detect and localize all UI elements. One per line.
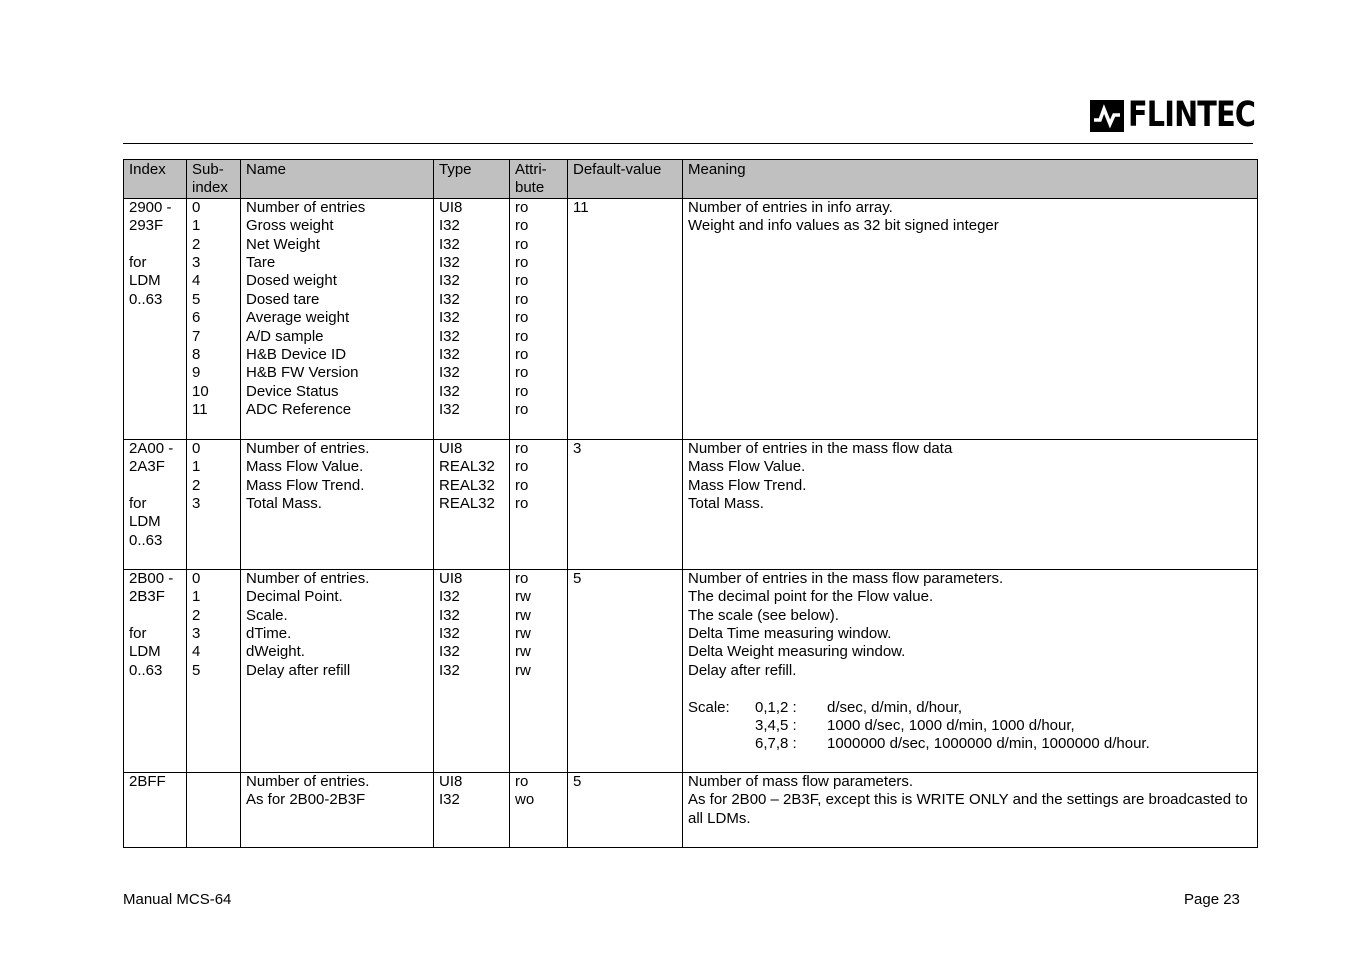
- scale-row: [688, 717, 1253, 735]
- column-header-index: Index: [124, 160, 187, 199]
- type-line: UI8: [439, 198, 463, 216]
- type-line: I32: [439, 791, 460, 809]
- default-value-cell: [568, 772, 683, 847]
- attribute-line: ro: [515, 346, 529, 364]
- scale-description: 1000000 d/sec, 1000000 d/min, 1000000 d/hour.: [827, 735, 1150, 753]
- subindex-line: 10: [192, 382, 209, 400]
- name-line: A/D sample: [246, 327, 324, 345]
- index-line: for: [129, 495, 147, 513]
- subindex-line: 1: [192, 458, 201, 476]
- subindex-line: 2: [192, 606, 201, 624]
- attribute-header-line-1: Attri-: [515, 161, 547, 178]
- subindex-line: 4: [192, 643, 201, 661]
- scale-row: [688, 735, 1253, 753]
- index-line: 2B00 -: [129, 569, 174, 587]
- subindex-line: 11: [192, 401, 208, 419]
- subindex-cell: [187, 772, 241, 847]
- name-line: H&B FW Version: [246, 364, 359, 382]
- scale-codes: 3,4,5 :: [755, 717, 797, 735]
- name-line: Delay after refill: [246, 661, 351, 679]
- meaning-cell: [683, 772, 1258, 847]
- type-line: I32: [439, 382, 460, 400]
- name-line: Mass Flow Value.: [246, 458, 364, 476]
- name-line: Number of entries.: [246, 772, 370, 790]
- name-line: Gross weight: [246, 217, 334, 235]
- column-header-meaning: Meaning: [683, 160, 1258, 199]
- type-line: I32: [439, 254, 460, 272]
- type-line: I32: [439, 401, 460, 419]
- attribute-line: ro: [515, 439, 529, 457]
- subindex-header-line-1: Sub-: [192, 161, 224, 178]
- attribute-line: rw: [515, 588, 531, 606]
- meaning-line: Number of mass flow parameters.: [688, 772, 914, 790]
- name-cell: [241, 772, 434, 847]
- spacer-line: [688, 680, 1253, 698]
- meaning-cell: [683, 569, 1258, 772]
- name-line: ADC Reference: [246, 401, 352, 419]
- attribute-header-line-2: bute: [515, 179, 545, 197]
- type-line: I32: [439, 606, 460, 624]
- subindex-header-line-2: index: [192, 179, 228, 197]
- flintec-logo: [1090, 97, 1258, 133]
- name-line: Dosed tare: [246, 290, 320, 308]
- subindex-line: 0: [192, 569, 201, 587]
- name-cell: [241, 569, 434, 772]
- subindex-line: 4: [192, 272, 201, 290]
- type-line: I32: [439, 272, 460, 290]
- meaning-line: Total Mass.: [688, 495, 764, 513]
- default-value-cell: [568, 198, 683, 439]
- subindex-line: 5: [192, 661, 201, 679]
- name-cell: [241, 439, 434, 569]
- name-line: Device Status: [246, 382, 339, 400]
- type-line: I32: [439, 346, 460, 364]
- attribute-line: ro: [515, 272, 529, 290]
- attribute-cell: [510, 569, 568, 772]
- header-rule: [123, 143, 1253, 144]
- footer-manual-name: Manual MCS-64: [123, 891, 232, 908]
- default-value-line: 3: [573, 439, 582, 457]
- subindex-cell: [187, 569, 241, 772]
- subindex-line: 7: [192, 327, 201, 345]
- attribute-line: rw: [515, 643, 531, 661]
- default-value-line: 11: [573, 198, 589, 216]
- default-value-cell: [568, 569, 683, 772]
- index-line: 293F: [129, 217, 164, 235]
- subindex-line: 5: [192, 290, 201, 308]
- index-line: 2BFF: [129, 772, 166, 790]
- type-line: I32: [439, 643, 460, 661]
- index-cell: [124, 198, 187, 439]
- type-line: I32: [439, 327, 460, 345]
- subindex-cell: [187, 198, 241, 439]
- index-cell: [124, 569, 187, 772]
- index-cell: [124, 772, 187, 847]
- attribute-line: ro: [515, 217, 529, 235]
- attribute-line: rw: [515, 661, 531, 679]
- attribute-cell: [510, 198, 568, 439]
- index-line: 0..63: [129, 531, 163, 549]
- type-cell: [434, 569, 510, 772]
- index-line: LDM: [129, 643, 161, 661]
- type-line: UI8: [439, 439, 463, 457]
- type-line: REAL32: [439, 458, 495, 476]
- meaning-line: The decimal point for the Flow value.: [688, 588, 934, 606]
- index-line: LDM: [129, 513, 161, 531]
- name-cell: [241, 198, 434, 439]
- meaning-line: As for 2B00 – 2B3F, except this is WRITE ONLY and the settings are broadcasted to all LDMs.: [688, 791, 1248, 827]
- name-line: Total Mass.: [246, 495, 322, 513]
- name-line: Tare: [246, 254, 276, 272]
- meaning-line: Mass Flow Value.: [688, 458, 806, 476]
- table-row: [124, 569, 1258, 772]
- meaning-line: Number of entries in the mass flow parameters.: [688, 569, 1004, 587]
- subindex-line: 0: [192, 439, 201, 457]
- column-header-name: Name: [241, 160, 434, 199]
- type-line: UI8: [439, 772, 463, 790]
- meaning-line: Weight and info values as 32 bit signed integer: [688, 217, 999, 235]
- subindex-line: 6: [192, 309, 201, 327]
- subindex-line: 2: [192, 476, 201, 494]
- scale-key: Scale:: [688, 698, 730, 716]
- name-line: Mass Flow Trend.: [246, 476, 365, 494]
- name-line: Net Weight: [246, 235, 320, 253]
- attribute-line: ro: [515, 290, 529, 308]
- attribute-line: ro: [515, 401, 529, 419]
- attribute-line: ro: [515, 569, 529, 587]
- index-line: for: [129, 625, 147, 643]
- scale-row: [688, 699, 1253, 717]
- flintec-wave-icon: [1090, 100, 1124, 132]
- subindex-line: 9: [192, 364, 201, 382]
- type-cell: [434, 772, 510, 847]
- meaning-cell: [683, 198, 1258, 439]
- attribute-line: wo: [515, 791, 535, 809]
- index-cell: [124, 439, 187, 569]
- default-value-cell: [568, 439, 683, 569]
- column-header-type: Type: [434, 160, 510, 199]
- default-value-line: 5: [573, 772, 582, 790]
- attribute-line: ro: [515, 235, 529, 253]
- index-line: 2A00 -: [129, 439, 174, 457]
- index-line: [129, 607, 182, 625]
- name-line: H&B Device ID: [246, 346, 347, 364]
- table-row: [124, 198, 1258, 439]
- meaning-line: Delta Time measuring window.: [688, 625, 892, 643]
- type-line: UI8: [439, 569, 463, 587]
- name-line: Number of entries: [246, 198, 366, 216]
- name-line: Dosed weight: [246, 272, 337, 290]
- attribute-line: rw: [515, 606, 531, 624]
- subindex-line: 0: [192, 198, 201, 216]
- name-line: Decimal Point.: [246, 588, 343, 606]
- type-line: REAL32: [439, 495, 495, 513]
- type-line: I32: [439, 217, 460, 235]
- index-line: LDM: [129, 272, 161, 290]
- type-line: I32: [439, 625, 460, 643]
- footer-page-number: Page 23: [1184, 891, 1240, 908]
- name-line: dTime.: [246, 625, 292, 643]
- type-line: I32: [439, 364, 460, 382]
- meaning-line: The scale (see below).: [688, 606, 839, 624]
- attribute-line: ro: [515, 382, 529, 400]
- subindex-line: 3: [192, 495, 201, 513]
- attribute-line: ro: [515, 364, 529, 382]
- type-line: I32: [439, 290, 460, 308]
- name-line: Average weight: [246, 309, 350, 327]
- attribute-cell: [510, 772, 568, 847]
- name-line: Number of entries.: [246, 569, 370, 587]
- name-line: Scale.: [246, 606, 288, 624]
- meaning-line: Number of entries in info array.: [688, 198, 893, 216]
- column-header-default: Default-value: [568, 160, 683, 199]
- attribute-line: ro: [515, 309, 529, 327]
- scale-codes: 6,7,8 :: [755, 735, 797, 753]
- attribute-line: ro: [515, 198, 529, 216]
- index-line: 2900 -: [129, 198, 172, 216]
- table-row: [124, 439, 1258, 569]
- column-header-attribute: [510, 160, 568, 199]
- type-cell: [434, 198, 510, 439]
- index-line: [129, 236, 182, 254]
- attribute-line: ro: [515, 458, 529, 476]
- index-line: [129, 477, 182, 495]
- type-cell: [434, 439, 510, 569]
- default-value-line: 5: [573, 569, 582, 587]
- object-dictionary-table: [123, 159, 1258, 848]
- column-header-subindex: [187, 160, 241, 199]
- meaning-line: Mass Flow Trend.: [688, 476, 807, 494]
- attribute-line: ro: [515, 327, 529, 345]
- meaning-line: Delay after refill.: [688, 661, 797, 679]
- type-line: I32: [439, 309, 460, 327]
- attribute-line: ro: [515, 476, 529, 494]
- attribute-line: ro: [515, 254, 529, 272]
- index-line: 0..63: [129, 661, 163, 679]
- attribute-line: ro: [515, 495, 529, 513]
- subindex-line: 2: [192, 235, 201, 253]
- meaning-line: Delta Weight measuring window.: [688, 643, 906, 661]
- scale-description: d/sec, d/min, d/hour,: [827, 698, 963, 716]
- subindex-line: 8: [192, 346, 201, 364]
- meaning-cell: [683, 439, 1258, 569]
- scale-codes: 0,1,2 :: [755, 698, 797, 716]
- index-line: 2B3F: [129, 588, 165, 606]
- attribute-line: ro: [515, 772, 529, 790]
- type-line: REAL32: [439, 476, 495, 494]
- logo-text: FLINTEC: [1128, 95, 1256, 135]
- attribute-cell: [510, 439, 568, 569]
- index-line: for: [129, 254, 147, 272]
- subindex-line: 3: [192, 625, 201, 643]
- index-line: 2A3F: [129, 458, 165, 476]
- scale-description: 1000 d/sec, 1000 d/min, 1000 d/hour,: [827, 717, 1075, 735]
- subindex-line: 1: [192, 588, 201, 606]
- type-line: I32: [439, 588, 460, 606]
- name-line: dWeight.: [246, 643, 305, 661]
- meaning-line: Number of entries in the mass flow data: [688, 439, 953, 457]
- type-line: I32: [439, 235, 460, 253]
- table-row: [124, 772, 1258, 847]
- name-line: Number of entries.: [246, 439, 370, 457]
- subindex-cell: [187, 439, 241, 569]
- subindex-line: 3: [192, 254, 201, 272]
- type-line: I32: [439, 661, 460, 679]
- index-line: 0..63: [129, 290, 163, 308]
- attribute-line: rw: [515, 625, 531, 643]
- subindex-line: 1: [192, 217, 201, 235]
- name-line: As for 2B00-2B3F: [246, 791, 366, 809]
- table-header-row: [124, 160, 1258, 199]
